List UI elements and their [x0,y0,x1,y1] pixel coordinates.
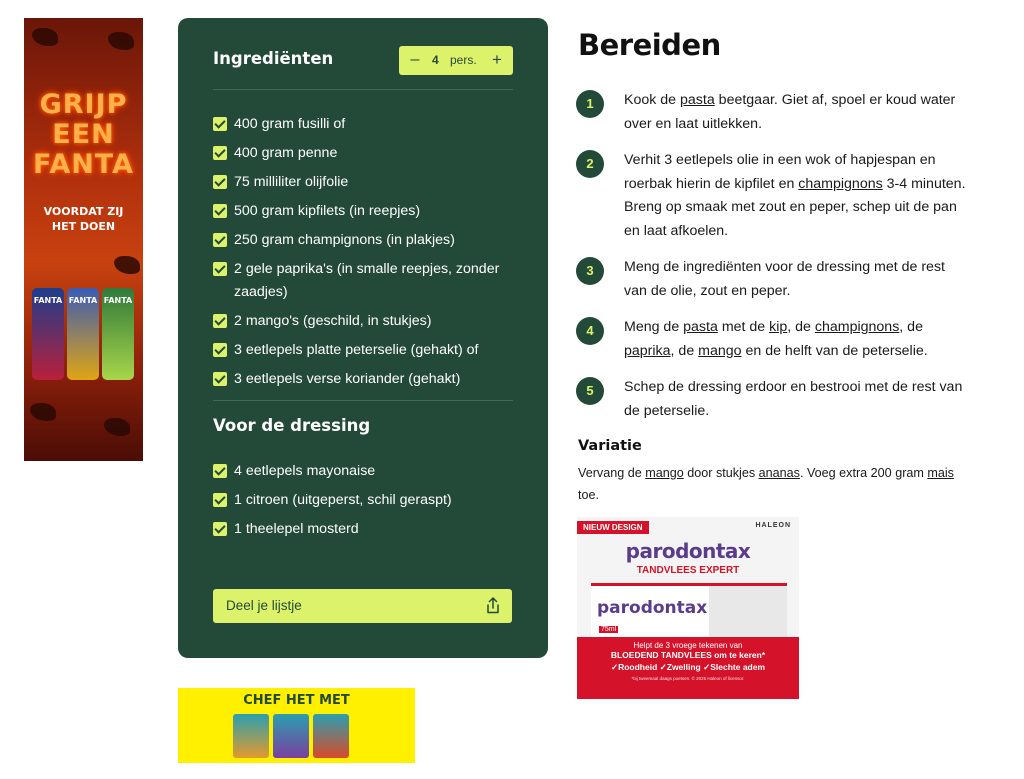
variation-title: Variatie [578,438,642,454]
parodontax-logo: parodontax [625,539,751,563]
servings-unit: pers. [450,53,477,67]
zombie-hand-icon [32,28,58,46]
divider [213,89,513,90]
ingredient-label: 2 gele paprika's (in smalle reepjes, zonder zaadjes) [234,261,500,300]
ingredient-item[interactable] [213,518,518,541]
share-list-label: Deel je lijstje [226,598,302,613]
checkbox-checked-icon[interactable] [213,343,227,357]
zombie-hand-icon [30,403,56,421]
step-text [624,89,969,136]
step-number: 1 [576,90,604,118]
product-pack-image [273,714,309,758]
ingredient-link[interactable]: mango [698,342,742,359]
ad-claim-line: Helpt de 3 vroege tekenen van [633,641,743,650]
parodontax-ad[interactable] [577,517,799,699]
ingredient-item[interactable] [213,200,518,223]
new-design-badge: NIEUW DESIGN [577,521,649,534]
checkbox-checked-icon[interactable] [213,464,227,478]
checkbox-checked-icon[interactable] [213,314,227,328]
text-run: , de [670,342,699,359]
checkbox-checked-icon[interactable] [213,372,227,386]
text-run: Meng de [624,319,684,335]
checkbox-checked-icon[interactable] [213,522,227,536]
text-run: , de [899,319,923,335]
fanta-can-image: FANTA [67,288,99,380]
preparation-title: Bereiden [578,28,721,62]
ad-subline: VOORDAT ZIJ HET DOEN [43,205,124,233]
ingredient-link[interactable]: mango [645,466,684,480]
ad-headline: GRIJP EEN FANTA [32,89,135,180]
text-run: Meng de ingrediënten voor de dressing met de rest van de olie, zout en peper. [624,259,945,299]
chef-het-met-ad[interactable] [178,688,415,763]
ad-claim-line: BLOEDEND TANDVLEES om te keren* [610,650,766,660]
servings-stepper [399,46,513,75]
checkbox-checked-icon[interactable] [213,175,227,189]
text-run: 3-4 minuten. Breng op smaak met zout en peper, schep uit de pan en laat afkoelen. [624,175,966,239]
ingredient-link[interactable]: champignons [814,319,900,335]
ingredients-header [213,46,513,76]
step-text [624,316,969,363]
product-pack-image [233,714,269,758]
ingredient-label: 2 mango's (geschild, in stukjes) [234,313,432,329]
ingredient-link[interactable]: pasta [680,92,715,108]
increase-servings-button[interactable]: + [492,50,502,69]
ingredient-item[interactable] [213,368,518,391]
ingredient-label: 4 eetlepels mayonaise [234,463,376,479]
fanta-can-image: FANTA [102,288,134,380]
ad-claims [577,637,799,699]
checkbox-checked-icon[interactable] [213,233,227,247]
variation-text [578,462,958,506]
ingredient-item[interactable] [213,113,518,136]
fanta-ad[interactable] [24,18,143,461]
ingredient-label: 1 citroen (uitgeperst, schil geraspt) [234,492,452,508]
divider [213,400,513,401]
text-run: . Voeg extra 200 gram [799,466,928,480]
ingredient-link[interactable]: mais [927,466,954,480]
zombie-hand-icon [104,418,130,436]
checkbox-checked-icon[interactable] [213,493,227,507]
checkbox-checked-icon[interactable] [213,117,227,131]
zombie-hand-icon [114,256,140,274]
toothpaste-tube-image [709,586,787,637]
checkbox-checked-icon[interactable] [213,204,227,218]
text-run: door stukjes [683,466,759,480]
servings-count: 4 [432,53,439,67]
ad-fineprint: *bij tweemaal daags poetsen. © 2025 Haleon of licensor. [631,676,745,681]
ad-subtitle: TANDVLEES EXPERT [636,565,740,576]
ingredient-link[interactable]: pasta [683,319,718,335]
step-number: 5 [576,377,604,405]
ingredient-item[interactable] [213,460,518,483]
step-number: 2 [576,150,604,178]
ad-title: CHEF HET MET [243,693,350,708]
ingredient-label: 75 milliliter olijfolie [234,174,349,190]
product-pack-image [313,714,349,758]
ingredient-label: 3 eetlepels verse koriander (gehakt) [234,371,461,387]
fanta-can-image: FANTA [32,288,64,380]
text-run: Verhit 3 eetlepels olie in een wok of hapjespan en roerbak hierin de kipfilet en [624,152,936,192]
step-text [624,376,969,423]
ingredient-list [213,113,518,397]
dressing-list [213,460,518,547]
dressing-title: Voor de dressing [213,416,371,435]
step-number: 4 [576,317,604,345]
zombie-hand-icon [108,32,134,50]
ingredient-label: 250 gram champignons (in plakjes) [234,232,455,248]
ingredients-card [178,18,548,658]
text-run: Vervang de [578,466,646,480]
ingredient-label: 400 gram fusilli of [234,116,346,132]
ingredient-link[interactable]: champignons [798,175,883,192]
ingredient-label: 3 eetlepels platte peterselie (gehakt) of [234,342,479,358]
ingredient-item[interactable] [213,258,518,304]
text-run: met de [717,319,770,335]
text-run: Kook de [624,92,681,108]
text-run: beetgaar. Giet af, spoel er koud water over en laat uitlekken. [624,92,956,132]
ingredient-item[interactable] [213,142,518,165]
ingredient-item[interactable] [213,489,518,512]
toothpaste-box-image [591,583,787,637]
text-run: en de helft van de peterselie. [741,342,928,359]
ingredient-link[interactable]: kip [769,319,788,335]
ingredient-item[interactable] [213,229,518,252]
decrease-servings-button[interactable]: – [410,51,420,68]
ingredient-link[interactable]: ananas [758,466,800,480]
ad-claim-line: ✓Roodheid ✓Zwelling ✓Slechte adem [610,662,766,672]
step-text [624,149,969,243]
checkbox-checked-icon[interactable] [213,262,227,276]
ingredients-title: Ingrediënten [213,49,334,68]
ingredient-link[interactable]: paprika [624,342,671,359]
box-logo: parodontax [597,598,708,618]
ingredient-item[interactable] [213,171,518,194]
ingredient-item[interactable] [213,339,518,362]
step-number: 3 [576,257,604,285]
haleon-logo: HALEON [755,522,791,529]
ingredient-label: 500 gram kipfilets (in reepjes) [234,203,421,219]
share-list-button[interactable] [213,589,512,623]
box-volume: 75ml [601,626,617,633]
checkbox-checked-icon[interactable] [213,146,227,160]
text-run: , de [787,319,815,335]
step-text [624,256,969,303]
ingredient-label: 1 theelepel mosterd [234,521,359,537]
ingredient-item[interactable] [213,310,518,333]
ingredient-label: 400 gram penne [234,145,338,161]
text-run: Schep de dressing erdoor en bestrooi met de rest van de peterselie. [624,379,963,419]
text-run: toe. [578,488,600,502]
share-icon [486,597,500,614]
